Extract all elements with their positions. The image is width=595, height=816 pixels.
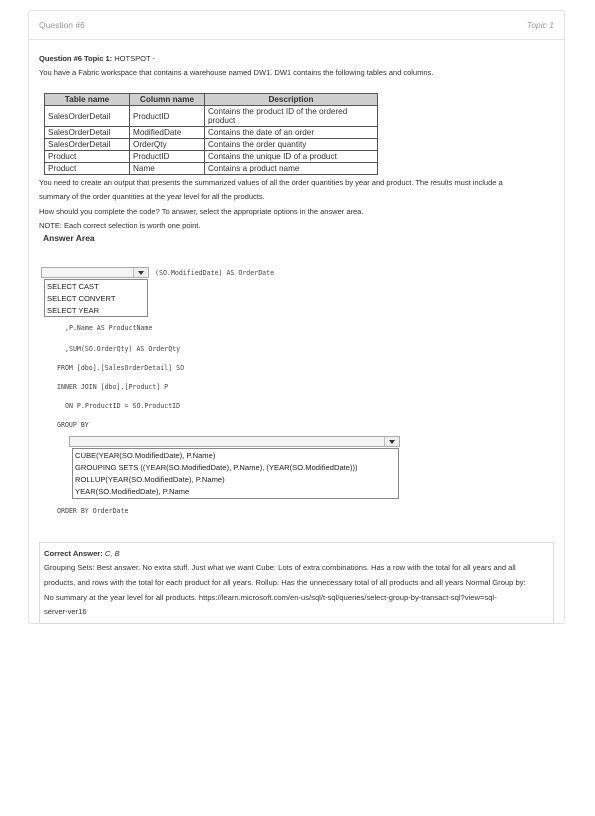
dropdown-option[interactable]: ROLLUP(YEAR(SO.ModifiedDate), P.Name) xyxy=(75,475,225,484)
correct-answer-label: Correct Answer: xyxy=(44,549,103,558)
table-cell: Contains the date of an order xyxy=(205,127,378,139)
table-header-cell: Description xyxy=(205,94,378,106)
table-row xyxy=(45,106,378,127)
table-cell: Name xyxy=(130,163,205,175)
table-header-row xyxy=(45,94,378,106)
instructions: How should you complete the code? To answer, select the appropriate options in the answer area. xyxy=(39,207,364,216)
table-cell: SalesOrderDetail xyxy=(45,139,130,151)
table-cell: SalesOrderDetail xyxy=(45,127,130,139)
code-line: ,P.Name AS ProductName xyxy=(65,324,153,332)
table-cell: Contains the unique ID of a product xyxy=(205,151,378,163)
table-cell: Contains a product name xyxy=(205,163,378,175)
explanation-line: server-ver16 xyxy=(44,607,87,616)
table-row xyxy=(45,127,378,139)
select-function-options xyxy=(44,279,148,317)
dropdown-option[interactable]: SELECT CAST xyxy=(47,282,99,291)
table-cell: ProductID xyxy=(130,151,205,163)
table-cell: ModifiedDate xyxy=(130,127,205,139)
table-cell: SalesOrderDetail xyxy=(45,106,130,127)
answer-area-title: Answer Area xyxy=(43,233,95,243)
table-cell: OrderQty xyxy=(130,139,205,151)
question-title xyxy=(39,54,155,63)
table-cell: Product xyxy=(45,163,130,175)
chevron-down-icon[interactable] xyxy=(384,437,399,446)
table-cell xyxy=(205,106,378,127)
note: NOTE: Each correct selection is worth one point. xyxy=(39,221,201,230)
table-row xyxy=(45,163,378,175)
correct-answer-box xyxy=(39,542,554,624)
table-cell: ProductID xyxy=(130,106,205,127)
question-type: HOTSPOT - xyxy=(114,54,155,63)
table-cell: Contains the order quantity xyxy=(205,139,378,151)
code-line: INNER JOIN [dbo].[Product] P xyxy=(57,383,169,391)
code-line: ON P.ProductID = SO.ProductID xyxy=(65,402,181,410)
topic-label: Topic 1 xyxy=(526,20,554,30)
correct-answer-value: C, B xyxy=(104,549,120,558)
dropdown-option[interactable]: CUBE(YEAR(SO.ModifiedDate), P.Name) xyxy=(75,451,216,460)
question-card xyxy=(28,10,565,624)
question-number: Question #6 xyxy=(39,20,85,30)
desc-line: product xyxy=(208,116,236,125)
chevron-down-icon[interactable] xyxy=(133,268,148,277)
question-label: Question #6 Topic 1: xyxy=(39,54,113,63)
explanation-line: products, and rows with the total for each product for all years. Rollup: Has the unnecessary total of all products and all years Normal Group by: xyxy=(44,578,526,587)
desc-line: Contains the product ID of the ordered xyxy=(208,107,348,116)
explanation-line: No summary at the year level for all products. https://learn.microsoft.com/en-us/sql/t-sql/queries/select-group-by-transact-sql?view=sql- xyxy=(44,593,497,602)
card-header xyxy=(29,11,564,40)
group-by-dropdown[interactable] xyxy=(69,436,400,447)
code-line: ,SUM(SO.OrderQty) AS OrderQty xyxy=(65,345,181,353)
code-line: ORDER BY OrderDate xyxy=(57,507,129,515)
dropdown-option[interactable]: SELECT CONVERT xyxy=(47,294,116,303)
explanation-line: Grouping Sets: Best answer. No extra stuff. Just what we want Cube: Lots of extra combinations. Has a row with the total for all years and all xyxy=(44,563,516,572)
dropdown-option[interactable]: YEAR(SO.ModifiedDate), P.Name xyxy=(75,487,190,496)
code-line: (SO.ModifiedDate) AS OrderDate xyxy=(155,269,275,277)
table-row xyxy=(45,151,378,163)
dropdown-option[interactable]: GROUPING SETS ((YEAR(SO.ModifiedDate), P.Name), (YEAR(SO.ModifiedDate))) xyxy=(75,463,358,472)
table-header-cell: Column name xyxy=(130,94,205,106)
table-header-cell: Table name xyxy=(45,94,130,106)
table-row xyxy=(45,139,378,151)
table-cell: Product xyxy=(45,151,130,163)
requirement-line-2: summary of the order quantities at the year level for all the products. xyxy=(39,192,265,201)
requirement-line-1: You need to create an output that presents the summarized values of all the order quantities by year and product. The results must include a xyxy=(39,178,503,187)
correct-answer-heading xyxy=(44,549,120,558)
question-intro: You have a Fabric workspace that contains a warehouse named DW1. DW1 contains the following tables and columns. xyxy=(39,68,434,77)
group-by-options xyxy=(72,448,399,499)
dropdown-option[interactable]: SELECT YEAR xyxy=(47,306,100,315)
select-function-dropdown[interactable] xyxy=(41,267,149,278)
columns-table xyxy=(44,93,378,175)
code-line: FROM [dbo].[SalesOrderDetail] SO xyxy=(57,364,185,372)
code-line: GROUP BY xyxy=(57,421,89,429)
